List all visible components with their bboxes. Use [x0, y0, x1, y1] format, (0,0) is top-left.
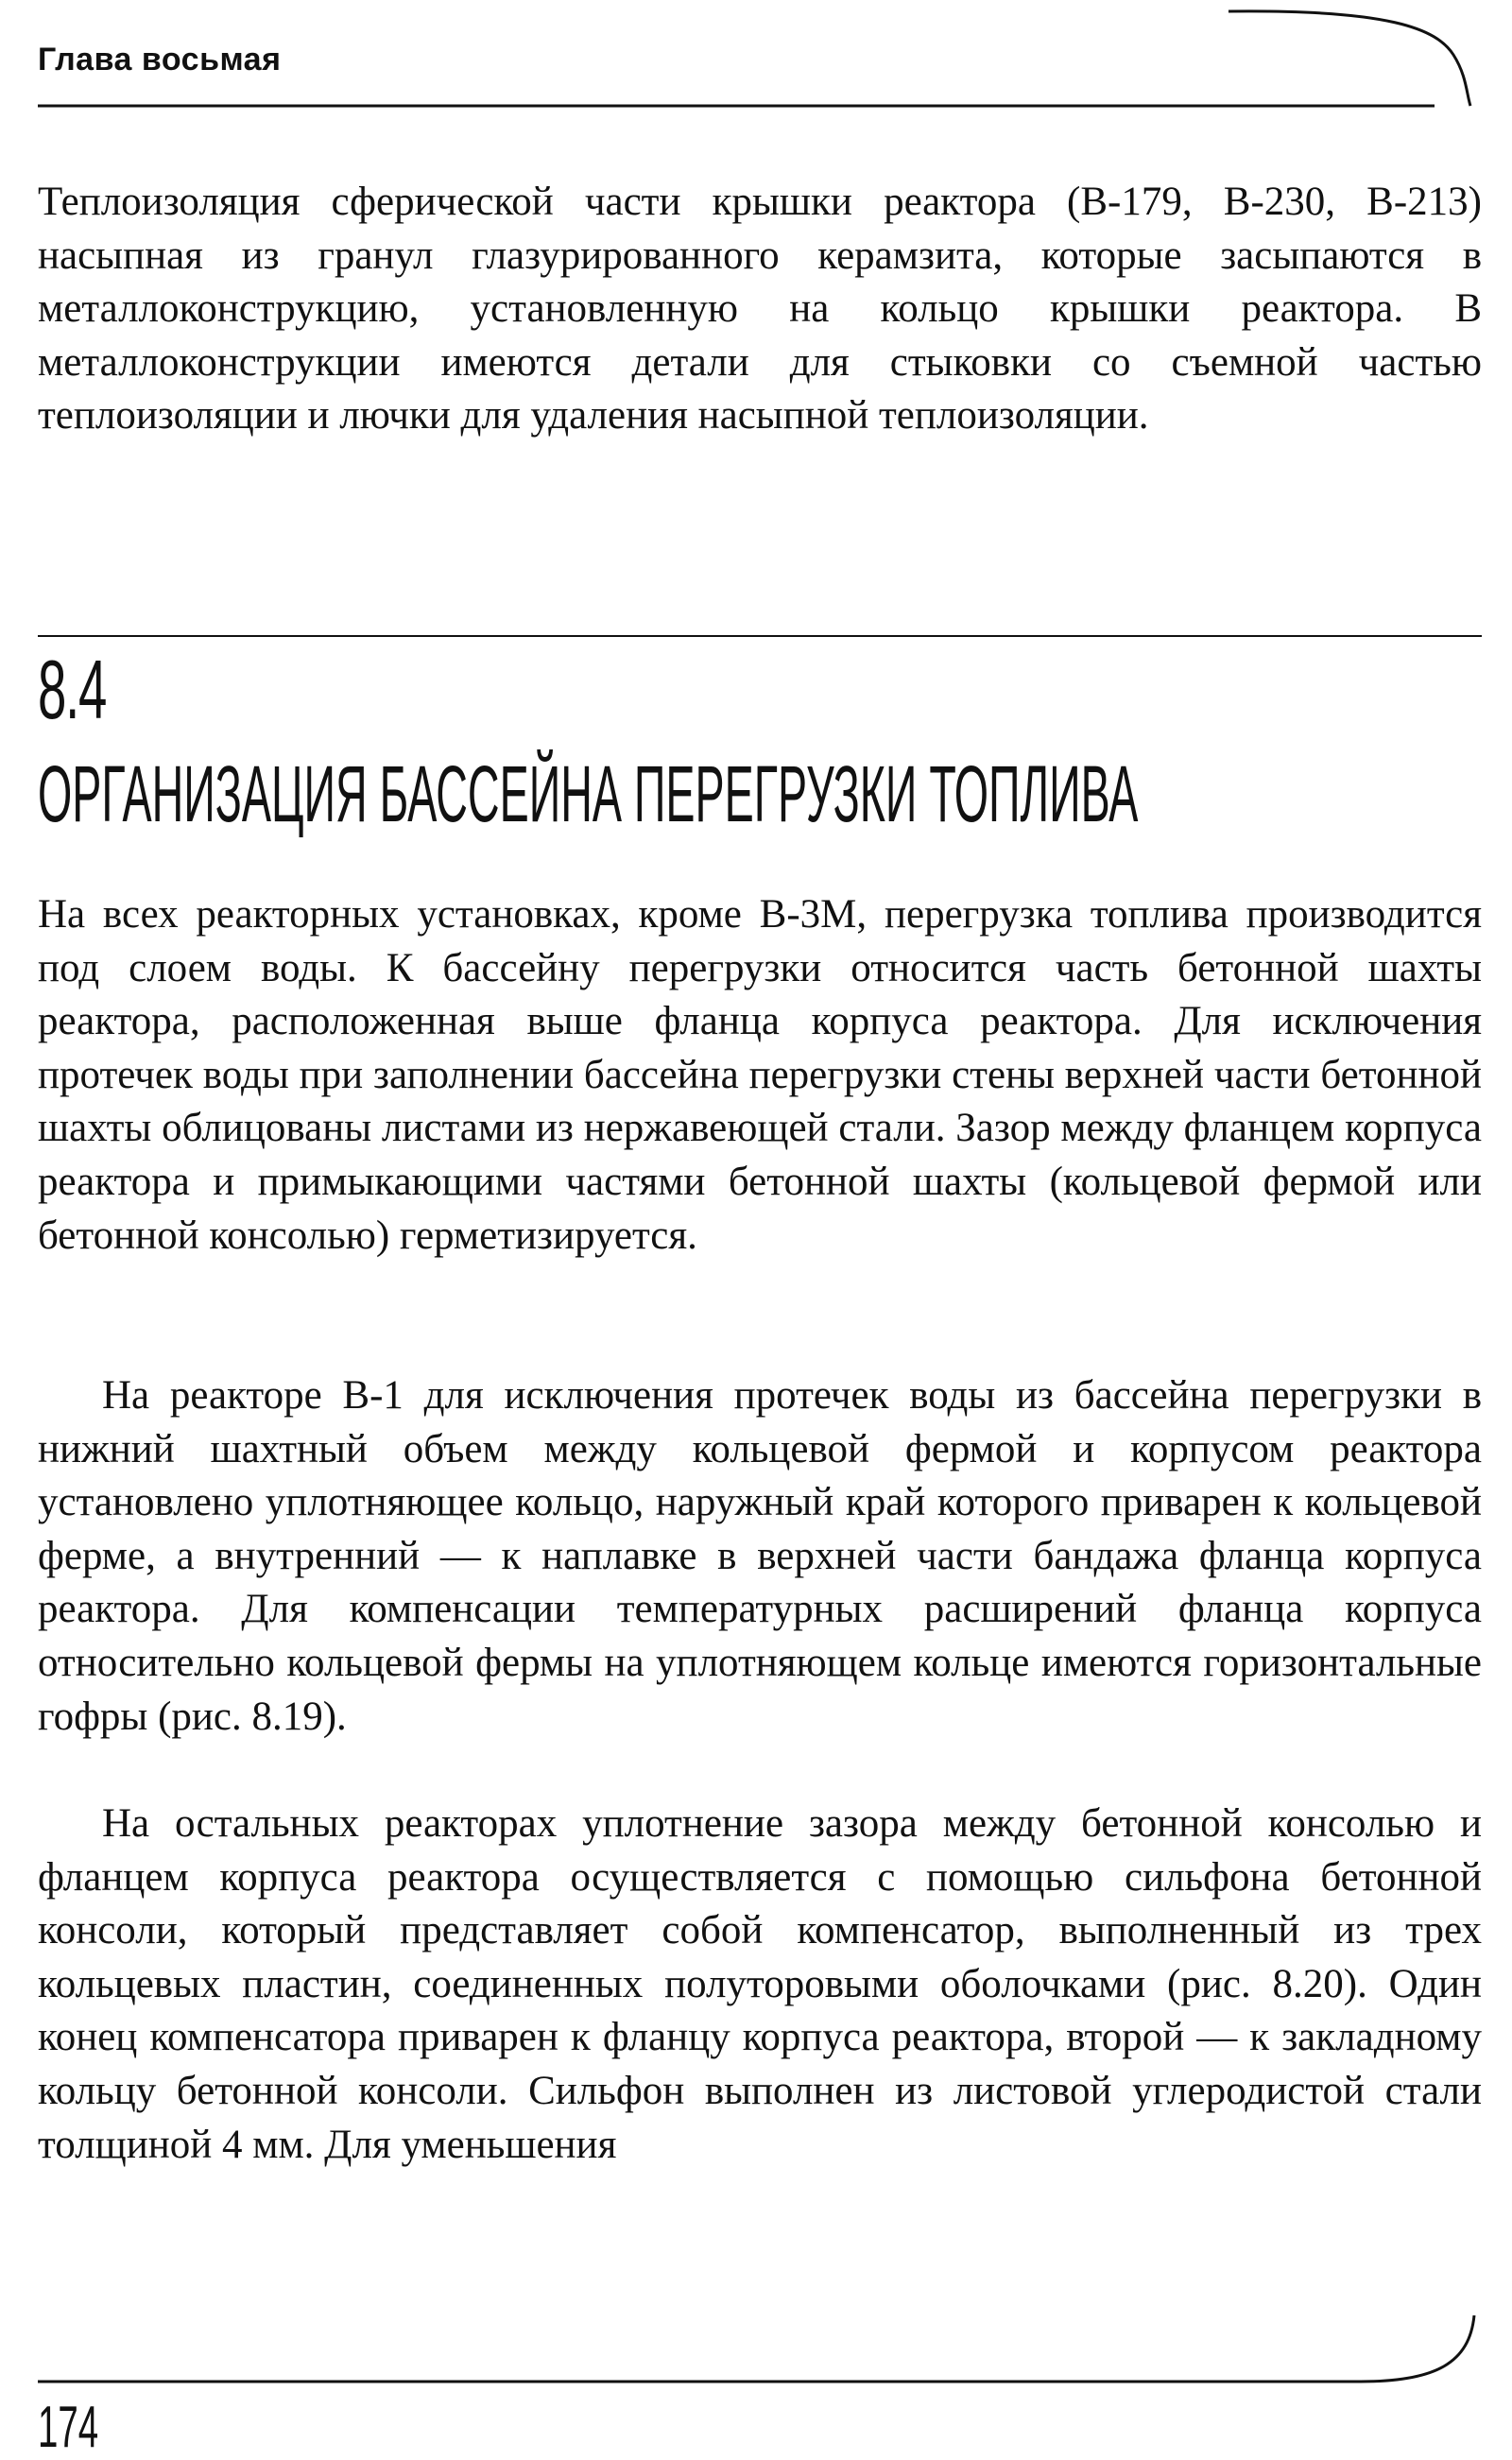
section-divider — [38, 635, 1482, 637]
paragraph: На остальных реакторах уплотнение зазора между бетонной консолью и фланцем корпуса реактора осуществляется с помощью сильфона бетонной консоли, который представляет собой компенсатор, выполненный из трех кольцевых пластин, соединенных полуторовыми оболочками (рис. 8.20). Один конец компенсатора приварен к фланцу корпуса реактора, второй — к закладному кольцу бетонной консоли. Сильфон выполнен из листовой углеродистой стали толщиной 4 мм. Для уменьшения — [38, 1801, 1482, 2167]
section-number: 8.4 — [38, 643, 107, 736]
footer-rule — [0, 2306, 1512, 2400]
page-number: 174 — [38, 2395, 99, 2460]
running-header: Глава восьмая — [38, 42, 282, 77]
paragraph: На реакторе В-1 для исключения протечек воды из бассейна перегрузки в нижний шахтный объем между кольцевой фермой и корпусом реактора установлено уплотняющее кольцо, наружный край которого приварен к кольцевой ферме, а внутренний — к наплавке в верхней части бандажа фланца корпуса реактора. Для компенсации температурных расширений фланца корпуса относительно кольцевой фермы на уплотняющем кольце имеются горизонтальные гофры (рис. 8.19). — [38, 1373, 1482, 1739]
paragraph-intro: Теплоизоляция сферической части крышки реактора (В-179, В-230, В-213) насыпная из гранул глазурированного керамзита, которые засыпаются в металлоконструкцию, установленную на кольцо крышки реактора. В металлоконструкции имеются детали для стыковки со съемной частью теплоизоляции и лючки для удаления насыпной теплоизоляции. — [38, 180, 1482, 439]
section-title: ОРГАНИЗАЦИЯ БАССЕЙНА ПЕРЕГРУЗКИ ТОПЛИВА — [38, 749, 1139, 838]
paragraph: На всех реакторных установках, кроме В-3М, перегрузка топлива производится под слоем воды. К бассейну перегрузки относится часть бетонной шахты реактора, расположенная выше фланца корпуса реактора. Для исключения протечек воды при заполнении бассейна перегрузки стены верхней части бетонной шахты облицованы листами из нержавеющей стали. Зазор между фланцем корпуса реактора и примыкающими частями бетонной шахты (кольцевой фермой или бетонной консолью) герметизируется. — [38, 892, 1482, 1258]
